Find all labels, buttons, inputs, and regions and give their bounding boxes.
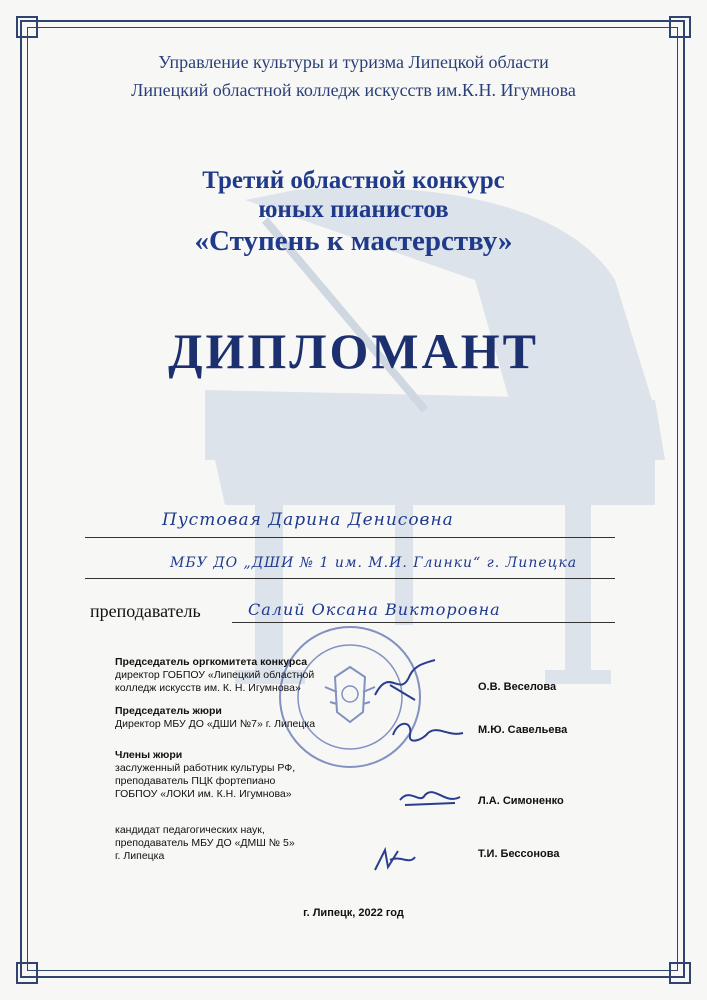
- teacher-label: преподаватель: [90, 601, 201, 621]
- signatory-desc: Директор МБУ ДО «ДШИ №7» г. Липецка: [115, 718, 316, 730]
- signatory-desc: колледж искусств им. К. Н. Игумнова»: [115, 682, 301, 694]
- signature-savelyeva: [388, 715, 468, 750]
- signatory-desc: директор ГОБПОУ «Липецкий областной: [115, 669, 315, 681]
- signatory-block-4: [115, 824, 295, 863]
- teacher-name: Салий Оксана Викторовна: [248, 600, 501, 619]
- contest-title-line-2: юных пианистов: [258, 196, 449, 223]
- award-title: ДИПЛОМАНТ: [168, 323, 539, 379]
- contest-name: «Ступень к мастерству»: [194, 225, 513, 257]
- signatory-desc: г. Липецка: [115, 850, 165, 862]
- contest-title-line-1: Третий областной конкурс: [202, 167, 505, 194]
- signatory-role: Председатель оргкомитета конкурса: [115, 656, 308, 668]
- signatory-name-4: Т.И. Бессонова: [478, 848, 560, 860]
- recipient-school: МБУ ДО „ДШИ № 1 им. М.И. Глинки“ г. Липецка: [170, 555, 578, 571]
- organizer-line-2: Липецкий областной колледж искусств им.К.Н. Игумнова: [131, 80, 576, 100]
- signature-veselova: [370, 655, 440, 705]
- signatory-desc: преподаватель МБУ ДО «ДМШ № 5»: [115, 837, 295, 849]
- signatory-desc: кандидат педагогических наук,: [115, 824, 265, 836]
- signature-simonenko: [395, 785, 465, 810]
- signatory-name-1: О.В. Веселова: [478, 681, 557, 693]
- signatory-block-2: [115, 705, 315, 731]
- organizer-line-1: Управление культуры и туризма Липецкой области: [158, 52, 549, 72]
- signature-bessonova: [370, 845, 420, 875]
- signatory-desc: ГОБПОУ «ЛОКИ им. К.Н. Игумнова»: [115, 788, 292, 800]
- signatory-desc: преподаватель ПЦК фортепиано: [115, 775, 276, 787]
- signatory-name-2: М.Ю. Савельева: [478, 724, 568, 736]
- recipient-name: Пустовая Дарина Денисовна: [162, 510, 454, 530]
- signatory-desc: заслуженный работник культуры РФ,: [115, 762, 296, 774]
- corner-ornament: [16, 16, 38, 38]
- name-underline: [85, 537, 615, 538]
- school-underline: [85, 578, 615, 579]
- corner-ornament: [16, 962, 38, 984]
- signatory-block-1: [115, 656, 314, 695]
- signatory-role: Члены жюри: [115, 749, 183, 761]
- signatory-role: Председатель жюри: [115, 705, 222, 717]
- signatory-block-3: [115, 749, 295, 801]
- corner-ornament: [669, 962, 691, 984]
- corner-ornament: [669, 16, 691, 38]
- signatory-name-3: Л.А. Симоненко: [478, 795, 564, 807]
- place-and-year: г. Липецк, 2022 год: [303, 907, 404, 919]
